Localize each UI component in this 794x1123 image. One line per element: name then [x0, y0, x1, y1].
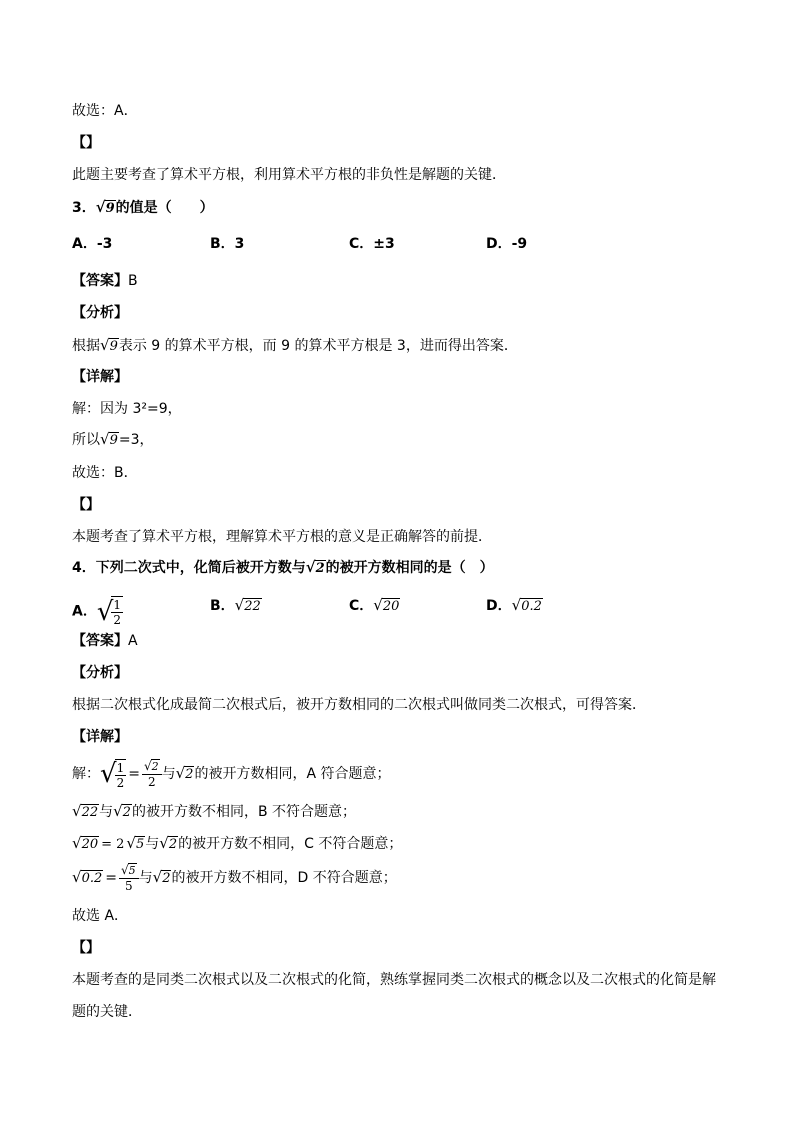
sqrt-expression: √2: [152, 868, 171, 886]
option-d: D．-9: [486, 236, 528, 252]
section-label: 【】: [72, 940, 100, 956]
detail-line: [72, 802, 722, 822]
answer-line: [72, 272, 722, 290]
sqrt-expression: √0.2: [511, 596, 542, 614]
question-4-options: [72, 588, 722, 627]
equals-sign: =: [128, 766, 140, 782]
question-number: 3．: [72, 200, 96, 216]
connector-text: 与: [138, 870, 153, 886]
option-c: C．±3: [349, 236, 395, 252]
question-3: [72, 198, 722, 218]
radicand: 2: [162, 871, 171, 886]
radicand: 0.2: [521, 599, 542, 614]
radicand: 2: [151, 760, 159, 773]
detail-text-post: 的被开方数相同，A 符合题意；: [194, 766, 391, 782]
comment-text: 此题主要考查了算术平方根，利用算术平方根的非负性是解题的关键．: [72, 167, 506, 183]
answer-label: 【答案】: [72, 273, 128, 289]
radicand: 2: [185, 767, 194, 782]
sqrt-expression: √20: [72, 834, 99, 852]
radicand: 9: [109, 339, 118, 354]
comment-text: 本题考查的是同类二次根式以及二次根式的化简，熟练掌握同类二次根式的概念以及二次根式的化简是解: [72, 972, 716, 988]
analysis-label: 【分析】: [72, 305, 128, 321]
equals-sign: =: [105, 870, 117, 886]
detail-line: 故选 A．: [72, 908, 129, 924]
sqrt-fraction: √ $\frac{1}{2}$: [96, 596, 122, 627]
sqrt-expression: √2: [305, 558, 325, 576]
radicand: 2: [122, 805, 131, 820]
connector-text: 与: [145, 836, 160, 852]
question-3-options: [72, 235, 722, 253]
sqrt-expression: √20: [373, 596, 400, 614]
option-a: A．-3: [72, 236, 113, 252]
analysis-text: 根据二次根式化成最简二次根式后，被开方数相同的二次根式叫做同类二次根式，可得答案．: [72, 697, 646, 713]
denominator: 5: [124, 879, 133, 893]
connector-text: 与: [99, 804, 114, 820]
option-label: C．: [349, 598, 374, 614]
sqrt-expression: √9: [95, 198, 115, 216]
fraction: $\frac{√5}{5}$: [119, 863, 139, 893]
answer-value: A: [128, 633, 138, 649]
comment-text: 本题考查了算术平方根，理解算术平方根的意义是正确解答的前提．: [72, 529, 492, 545]
sqrt-expression: √2: [175, 764, 194, 782]
answer-label: 【答案】: [72, 633, 128, 649]
connector-text: 与: [161, 766, 176, 782]
radicand: 22: [244, 599, 261, 614]
option-label: A．: [72, 603, 97, 620]
detail-line: 故选：B．: [72, 465, 138, 481]
sqrt-expression: √2: [113, 802, 131, 820]
answer-value: B: [128, 273, 138, 289]
radicand: 9: [109, 433, 118, 448]
detail-line: 解：因为 3²=9，: [72, 401, 182, 417]
option-a: [72, 596, 123, 627]
analysis-label: 【分析】: [72, 665, 128, 681]
section-label: 【】: [72, 135, 100, 151]
detail-text-pre: 解：: [72, 766, 100, 782]
detail-label: 【详解】: [72, 729, 128, 745]
radicand: 2: [168, 837, 178, 852]
answer-choice-line: 故选：A．: [72, 103, 138, 119]
answer-line: [72, 632, 722, 650]
option-d: [486, 596, 543, 616]
radicand: 5: [135, 837, 145, 852]
detail-text-post: 的被开方数不相同，B 不符合题意；: [131, 804, 357, 820]
option-label: D．: [486, 598, 512, 614]
option-b: B．3: [210, 236, 245, 252]
sqrt-expression: √2: [159, 834, 178, 852]
question-4: [72, 558, 722, 578]
comment-text: 题的关键．: [72, 1004, 142, 1020]
analysis-text: [72, 336, 722, 356]
fraction: $\frac{√2}{2}$: [142, 759, 162, 789]
radicand: 20: [81, 837, 99, 852]
equals-expression: = 2: [101, 837, 125, 852]
radicand: 9: [105, 201, 115, 216]
detail-line: [72, 756, 722, 792]
sqrt-expression: √9: [100, 336, 118, 354]
radicand: 20: [382, 599, 400, 614]
sqrt-expression: √0.2: [72, 868, 103, 886]
detail-line: [72, 834, 722, 854]
question-text: 的被开方数相同的是（ ）: [325, 560, 494, 576]
denominator: 2: [113, 613, 122, 627]
section-label: 【】: [72, 497, 100, 513]
detail-label: 【详解】: [72, 369, 128, 385]
option-b: [210, 596, 262, 616]
option-c: [349, 596, 400, 616]
numerator: 1: [113, 598, 122, 612]
option-label: B．: [210, 598, 235, 614]
sqrt-fraction: √ $\frac{1}{2}$: [100, 759, 125, 790]
sqrt-expression: √9: [100, 430, 118, 448]
detail-line: [72, 860, 722, 896]
detail-text-post: =3，: [118, 432, 154, 448]
analysis-text-pre: 根据: [72, 338, 100, 354]
analysis-text-post: 表示 9 的算术平方根，而 9 的算术平方根是 3，进而得出答案．: [118, 338, 518, 354]
radicand: 0.2: [81, 871, 103, 886]
radicand: 2: [315, 561, 325, 576]
detail-text-post: 的被开方数不相同，C 不符合题意；: [178, 836, 403, 852]
detail-text-post: 的被开方数不相同，D 不符合题意；: [171, 870, 397, 886]
radicand: 5: [128, 864, 136, 877]
radicand: 22: [81, 805, 99, 820]
sqrt-expression: √22: [234, 596, 261, 614]
question-text: 4．下列二次式中，化简后被开方数与: [72, 560, 306, 576]
detail-line: [72, 430, 722, 450]
sqrt-expression: √22: [72, 802, 99, 820]
question-text: 的值是（ ）: [115, 200, 214, 216]
denominator: 2: [147, 775, 156, 789]
denominator: 2: [116, 775, 125, 790]
numerator: 1: [116, 760, 125, 775]
sqrt-expression: √5: [126, 834, 145, 852]
detail-text-pre: 所以: [72, 432, 100, 448]
